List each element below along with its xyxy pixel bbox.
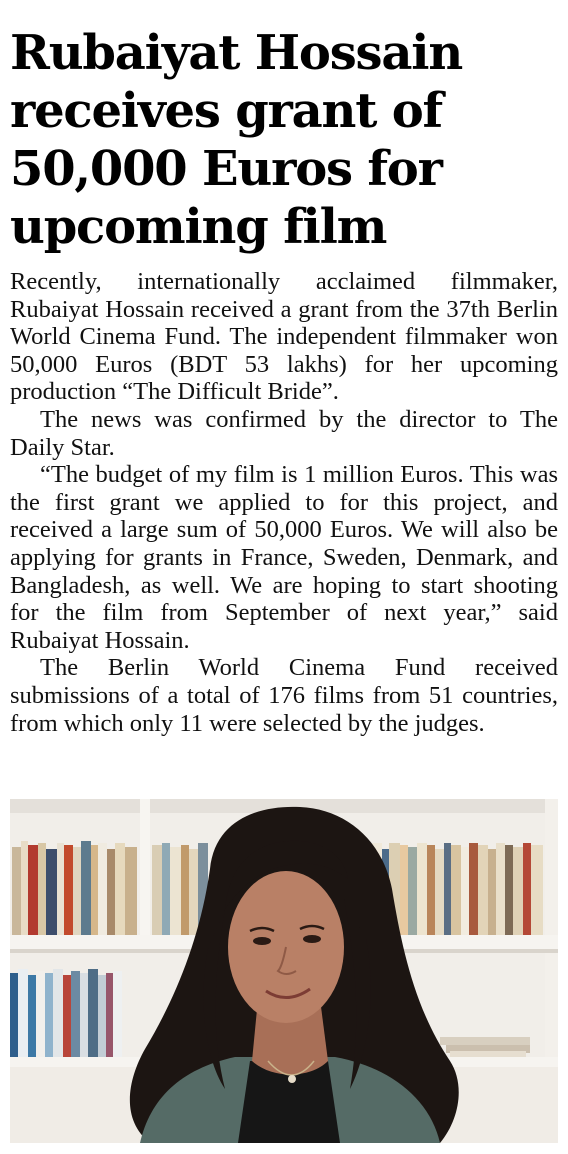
paragraph-3: “The budget of my film is 1 million Euros. This was the first grant we applied to for this project, and received a large sum of 50,000 Euros. We will also be applying for grants in France, Sweden, Denmark, and Bangladesh, as well. We are hoping to start shooting for the film from September of next year,” said Rubaiyat Hossain.	[10, 461, 558, 654]
article-photo	[10, 799, 558, 1143]
article	[10, 24, 558, 737]
headline: Rubaiyat Hossain receives grant of 50,000 Euros for upcoming film	[10, 25, 463, 255]
left-eye	[253, 937, 271, 945]
paragraph-1: Recently, internationally acclaimed filmmaker, Rubaiyat Hossain received a grant from the 37th Berlin World Cinema Fund. The independent filmmaker won 50,000 Euros (BDT 53 lakhs) for her upcoming production “The Difficult Bride”.	[10, 268, 558, 406]
right-eye	[303, 935, 321, 943]
books-upper-left	[12, 841, 208, 935]
books-lower-left	[10, 969, 122, 1057]
paragraph-4: The Berlin World Cinema Fund received submissions of a total of 176 films from 51 countries, from which only 11 were selected by the judges.	[10, 654, 558, 737]
stacked-books	[440, 1037, 530, 1045]
pendant	[288, 1075, 296, 1083]
paragraph-2: The news was confirmed by the director to The Daily Star.	[10, 405, 558, 461]
portrait-illustration	[10, 799, 558, 1143]
article-body	[10, 268, 558, 737]
